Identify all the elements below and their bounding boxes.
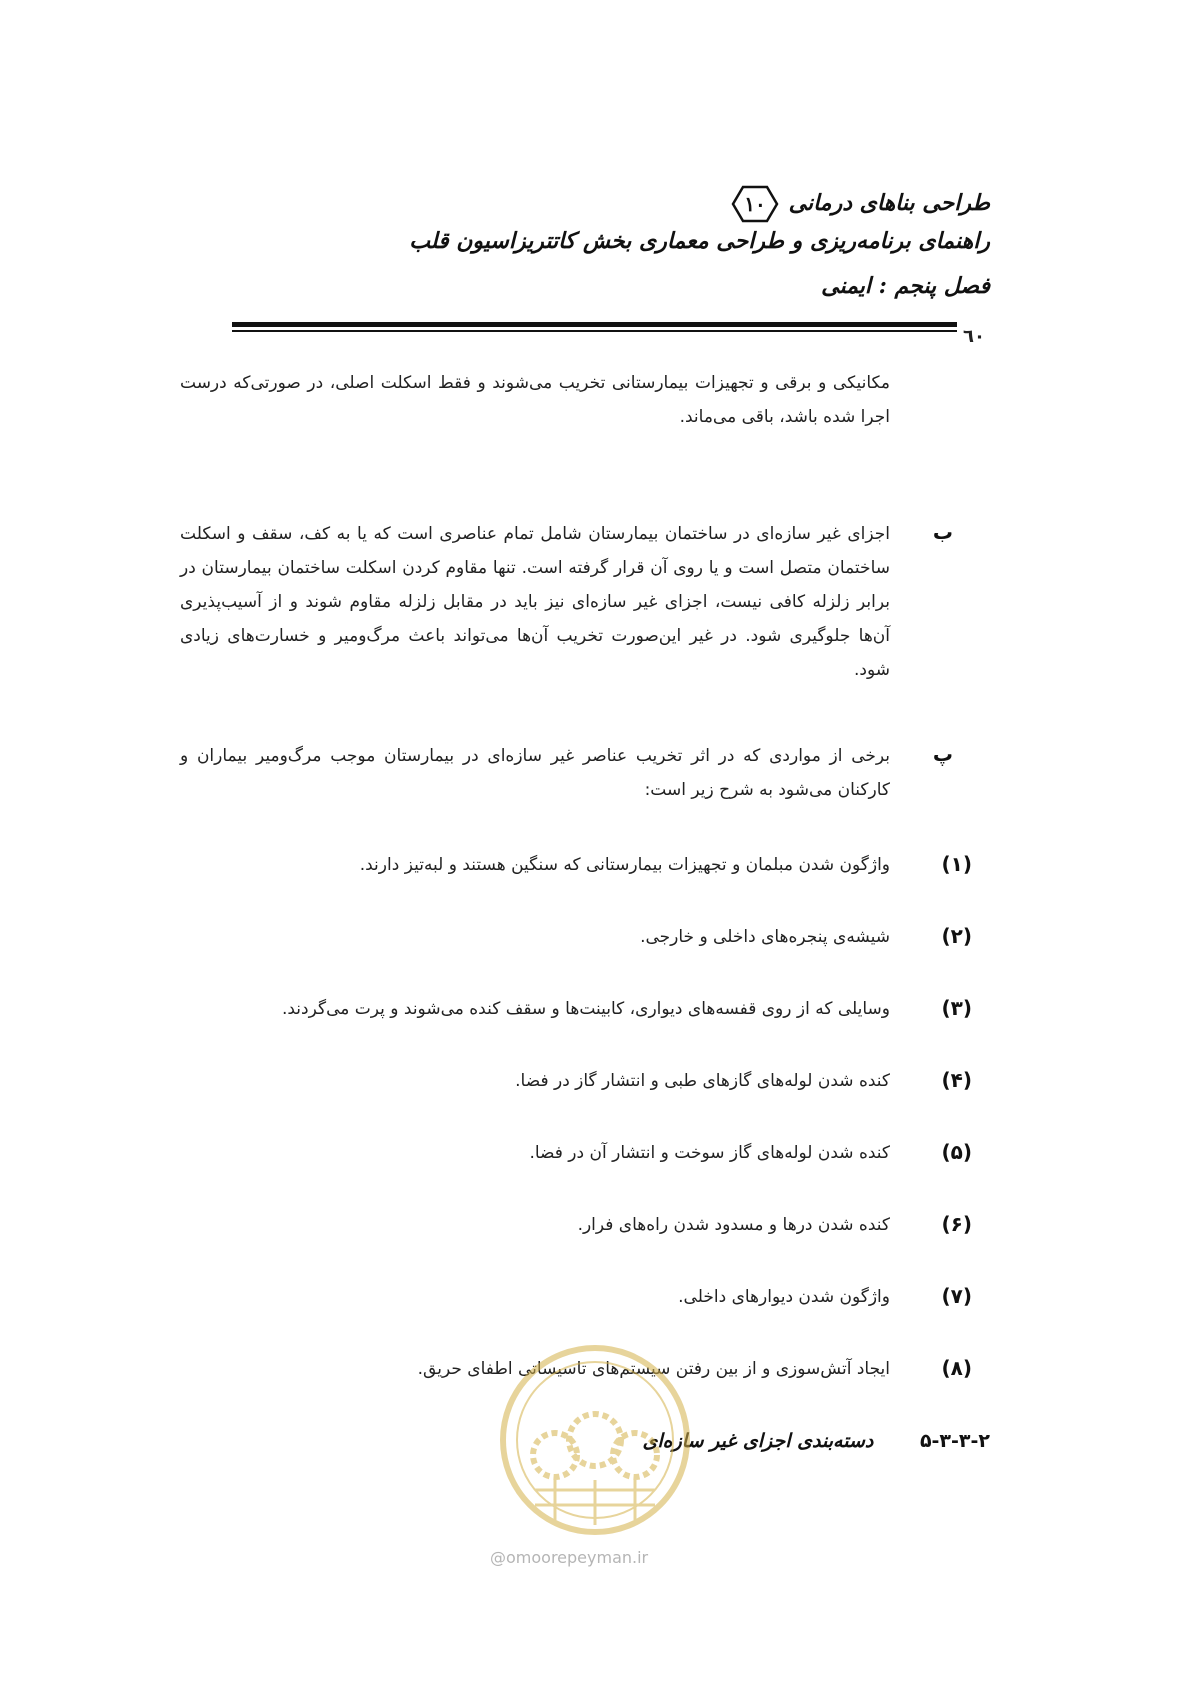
book-series-title	[725, 184, 990, 224]
list-item: وسایلی که از روی قفسه‌های دیواری، کابینت‌ها و سقف کنده می‌شوند و پرت می‌گردند.	[281, 999, 890, 1019]
section-title: دسته‌بندی اجزای غیر سازه‌ای	[642, 1430, 874, 1452]
list-item-number: (۷)	[941, 1284, 972, 1308]
list-item-number: (۸)	[941, 1356, 972, 1380]
list-item-number: (۱)	[941, 852, 972, 876]
intro-paragraph: مکانیکی و برقی و تجهیزات بیمارستانی تخریب می‌شوند و فقط اسکلت اصلی، در صورتی‌که درست اجرا شده باشد، باقی می‌ماند.	[180, 373, 890, 427]
list-item: کنده شدن لوله‌های گاز سوخت و انتشار آن در فضا.	[529, 1143, 890, 1163]
volume-badge	[729, 184, 781, 224]
watermark-site: @omoorepeyman.ir	[490, 1548, 649, 1567]
series-title-text: طراحی بناهای درمانی	[788, 190, 990, 216]
list-item-number: (۴)	[941, 1068, 972, 1092]
book-title: راهنمای برنامه‌ریزی و طراحی معماری بخش کاتتریزاسیون قلب	[409, 228, 990, 254]
list-item: ایجاد آتش‌سوزی و از بین رفتن سیستم‌های تاسیساتی اطفای حریق.	[417, 1359, 890, 1379]
watermark-logo-icon	[495, 1340, 695, 1540]
page-number: ٦٠	[963, 326, 985, 347]
header-rule-thick	[232, 322, 957, 327]
list-item-number: (۲)	[941, 924, 972, 948]
list-item: کنده شدن لوله‌های گازهای طبی و انتشار گاز در فضا.	[515, 1071, 890, 1091]
list-item: واژگون شدن مبلمان و تجهیزات بیمارستانی که سنگین هستند و لبه‌تیز دارند.	[359, 855, 890, 875]
paragraph-b: اجزای غیر سازه‌ای در ساختمان بیمارستان شامل تمام عناصری است که یا به کف، سقف و اسکلت ساختمان متصل است و یا روی آن قرار گرفته است. تنها مقاوم کردن اسکلت ساختمان بیمارستان در برابر زلزله کافی نیست، اجزای غیر سازه‌ای نیز باید در مقابل زلزله مقاوم شوند و از آسیب‌پذیری آن‌ها جلوگیری شود. در غیر این‌صورت تخریب آن‌ها می‌تواند باعث مرگ‌ومیر و خسارت‌های زیادی شود.	[180, 524, 890, 680]
list-item: واژگون شدن دیوارهای داخلی.	[678, 1287, 890, 1307]
volume-number: ۱۰	[744, 192, 766, 216]
chapter-title: فصل پنجم : ایمنی	[821, 273, 990, 299]
list-item-number: (۳)	[941, 996, 972, 1020]
section-number: ۵-۳-۳-۲	[919, 1430, 990, 1452]
list-item-number: (۶)	[941, 1212, 972, 1236]
paragraph-marker-b: ب	[932, 520, 953, 544]
header-rule-thin	[232, 330, 957, 332]
paragraph-p: برخی از مواردی که در اثر تخریب عناصر غیر سازه‌ای در بیمارستان موجب مرگ‌ومیر بیماران و کارکنان می‌شود به شرح زیر است:	[180, 746, 890, 800]
list-item: شیشه‌ی پنجره‌های داخلی و خارجی.	[640, 927, 890, 947]
paragraph-marker-p: پ	[932, 742, 953, 766]
list-item-number: (۵)	[941, 1140, 972, 1164]
list-item: کنده شدن درها و مسدود شدن راه‌های فرار.	[577, 1215, 890, 1235]
